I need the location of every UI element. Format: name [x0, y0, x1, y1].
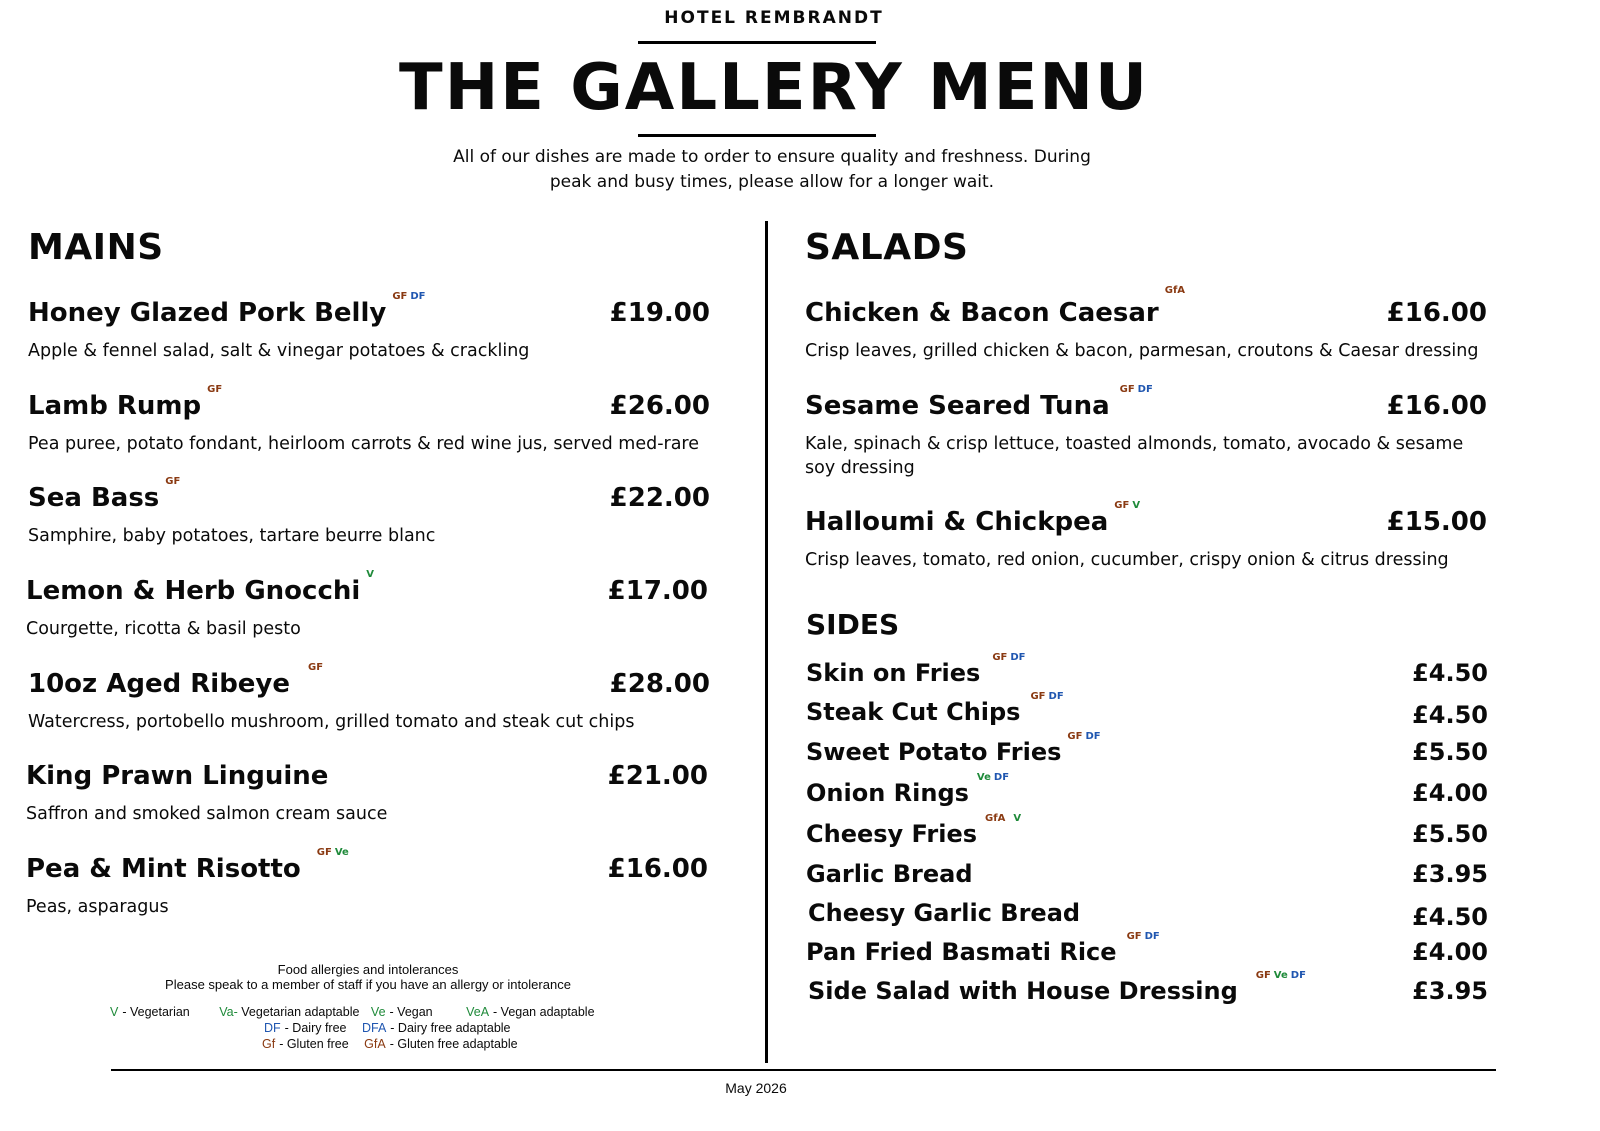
- side-price: £4.50: [1412, 659, 1488, 687]
- legend-item: Va- Vegetarian adaptable: [219, 1005, 360, 1019]
- side-name: Sweet Potato FriesGF DF: [806, 737, 1104, 767]
- column-divider: [765, 221, 768, 1063]
- dish-name: Lemon & Herb GnocchiV: [26, 575, 377, 607]
- legend-item: Ve - Vegan: [370, 1005, 433, 1019]
- legend-row-gluten: [262, 1037, 518, 1052]
- dish-name: Lamb RumpGF: [28, 390, 225, 422]
- allergy-note: Please speak to a member of staff if you have an allergy or intolerance: [165, 977, 571, 992]
- side-item: [806, 772, 1488, 810]
- dietary-tags: GF DF: [992, 652, 1026, 663]
- mains-heading: MAINS: [28, 227, 164, 268]
- dish-price: £28.00: [609, 669, 710, 699]
- sides-heading: SIDES: [806, 608, 900, 641]
- side-price: £4.50: [1412, 701, 1488, 729]
- side-name: Steak Cut ChipsGF DF: [806, 697, 1067, 727]
- side-name: Cheesy Garlic Bread: [808, 899, 1081, 927]
- dish-description: Kale, spinach & crisp lettuce, toasted almonds, tomato, avocado & sesame soy dressing: [805, 434, 1464, 478]
- side-price: £5.50: [1412, 820, 1488, 848]
- dish-description: Saffron and smoked salmon cream sauce: [26, 804, 388, 824]
- dietary-tags: GF Ve: [316, 847, 349, 858]
- side-price: £5.50: [1412, 738, 1488, 766]
- dietary-tags: GfA V: [985, 813, 1022, 824]
- intro-line-1: All of our dishes are made to order to ensure quality and freshness. During: [453, 147, 1091, 167]
- side-name: Skin on FriesGF DF: [806, 658, 1029, 688]
- side-name: Cheesy FriesGfA V: [806, 819, 1024, 849]
- dietary-tags: GF: [165, 476, 181, 487]
- intro-text: [432, 145, 1112, 195]
- side-item: [806, 652, 1488, 690]
- dish-description: Crisp leaves, grilled chicken & bacon, parmesan, croutons & Caesar dressing: [805, 341, 1479, 361]
- allergy-notice: [100, 962, 636, 992]
- dietary-tags: GF DF: [1119, 384, 1153, 395]
- side-item: [806, 731, 1488, 769]
- dish-price: £17.00: [607, 576, 708, 606]
- legend-item: GfA - Gluten free adaptable: [364, 1037, 518, 1051]
- dietary-tags: GF DF: [1030, 691, 1064, 702]
- legend-item: VeA - Vegan adaptable: [466, 1005, 595, 1019]
- salads-heading: SALADS: [805, 227, 969, 268]
- side-name: Onion RingsVe DF: [806, 778, 1012, 808]
- dish-name: Halloumi & ChickpeaGF V: [805, 506, 1143, 538]
- dish-price: £21.00: [607, 761, 708, 791]
- side-name: Garlic Bread: [806, 860, 973, 888]
- side-price: £3.95: [1412, 977, 1488, 1005]
- side-item: [806, 931, 1488, 969]
- dish-price: £26.00: [609, 391, 710, 421]
- legend-item: V - Vegetarian: [110, 1005, 190, 1019]
- dietary-tags: GF DF: [392, 291, 426, 302]
- side-name: Pan Fried Basmati RiceGF DF: [806, 937, 1163, 967]
- dietary-tags: Ve DF: [976, 772, 1010, 783]
- hotel-name: HOTEL REMBRANDT: [664, 8, 884, 28]
- allergy-heading: Food allergies and intolerances: [277, 962, 459, 977]
- dish-price: £22.00: [609, 483, 710, 513]
- side-item: [808, 898, 1488, 930]
- dish-name: Sesame Seared TunaGF DF: [805, 390, 1156, 422]
- dietary-tags: GF DF: [1067, 731, 1101, 742]
- legend-row-vegetarian: [110, 1005, 595, 1020]
- legend-item: Gf - Gluten free: [262, 1037, 349, 1051]
- dish-name: Honey Glazed Pork BellyGF DF: [28, 297, 429, 329]
- dish-name: Sea BassGF: [28, 482, 183, 514]
- dietary-tags: GF: [308, 662, 324, 673]
- dish-name: Chicken & Bacon CaesarGfA: [805, 297, 1188, 329]
- dish-price: £16.00: [1386, 391, 1487, 421]
- dish-price: £16.00: [607, 854, 708, 884]
- legend-item: DF - Dairy free: [264, 1021, 347, 1035]
- side-item: [806, 691, 1488, 729]
- legend-item: DFA - Dairy free adaptable: [361, 1021, 511, 1035]
- dish-name: King Prawn Linguine: [26, 761, 329, 791]
- side-item: [808, 970, 1488, 1008]
- legend-row-dairy: [264, 1021, 511, 1036]
- menu-title: THE GALLERY MENU: [399, 51, 1149, 125]
- dish-description: Peas, asparagus: [26, 897, 169, 917]
- side-price: £4.00: [1412, 779, 1488, 807]
- dietary-tags: GF V: [1114, 500, 1141, 511]
- dietary-tags: GF Ve DF: [1255, 970, 1306, 981]
- side-price: £4.00: [1412, 938, 1488, 966]
- dish-description: Samphire, baby potatoes, tartare beurre blanc: [28, 526, 436, 546]
- dish-description: Crisp leaves, tomato, red onion, cucumber, crispy onion & citrus dressing: [805, 550, 1449, 570]
- menu-date: May 2026: [725, 1080, 787, 1096]
- dish-description: Pea puree, potato fondant, heirloom carrots & red wine jus, served med-rare: [28, 434, 699, 454]
- dish-price: £15.00: [1386, 507, 1487, 537]
- dish-name: 10oz Aged RibeyeGF: [28, 668, 326, 700]
- side-item: [806, 859, 1488, 891]
- dish-price: £19.00: [609, 298, 710, 328]
- dish-description: Apple & fennel salad, salt & vinegar potatoes & crackling: [28, 341, 530, 361]
- side-price: £4.50: [1412, 903, 1488, 931]
- side-name: Side Salad with House DressingGF Ve DF: [808, 976, 1309, 1006]
- dietary-tags: V: [366, 569, 375, 580]
- side-item: [806, 813, 1488, 851]
- side-price: £3.95: [1412, 860, 1488, 888]
- intro-line-2: peak and busy times, please allow for a longer wait.: [549, 172, 995, 192]
- dietary-tags: GfA: [1164, 285, 1186, 296]
- dish-name: Pea & Mint RisottoGF Ve: [26, 853, 352, 885]
- footer-rule: [111, 1069, 1496, 1071]
- header-rule-top: [638, 41, 876, 44]
- dish-price: £16.00: [1386, 298, 1487, 328]
- dish-description: Courgette, ricotta & basil pesto: [26, 619, 301, 639]
- dietary-tags: GF DF: [1126, 931, 1160, 942]
- header-rule-bottom: [638, 134, 876, 137]
- dietary-tags: GF: [207, 384, 223, 395]
- dish-description: Watercress, portobello mushroom, grilled tomato and steak cut chips: [28, 712, 635, 732]
